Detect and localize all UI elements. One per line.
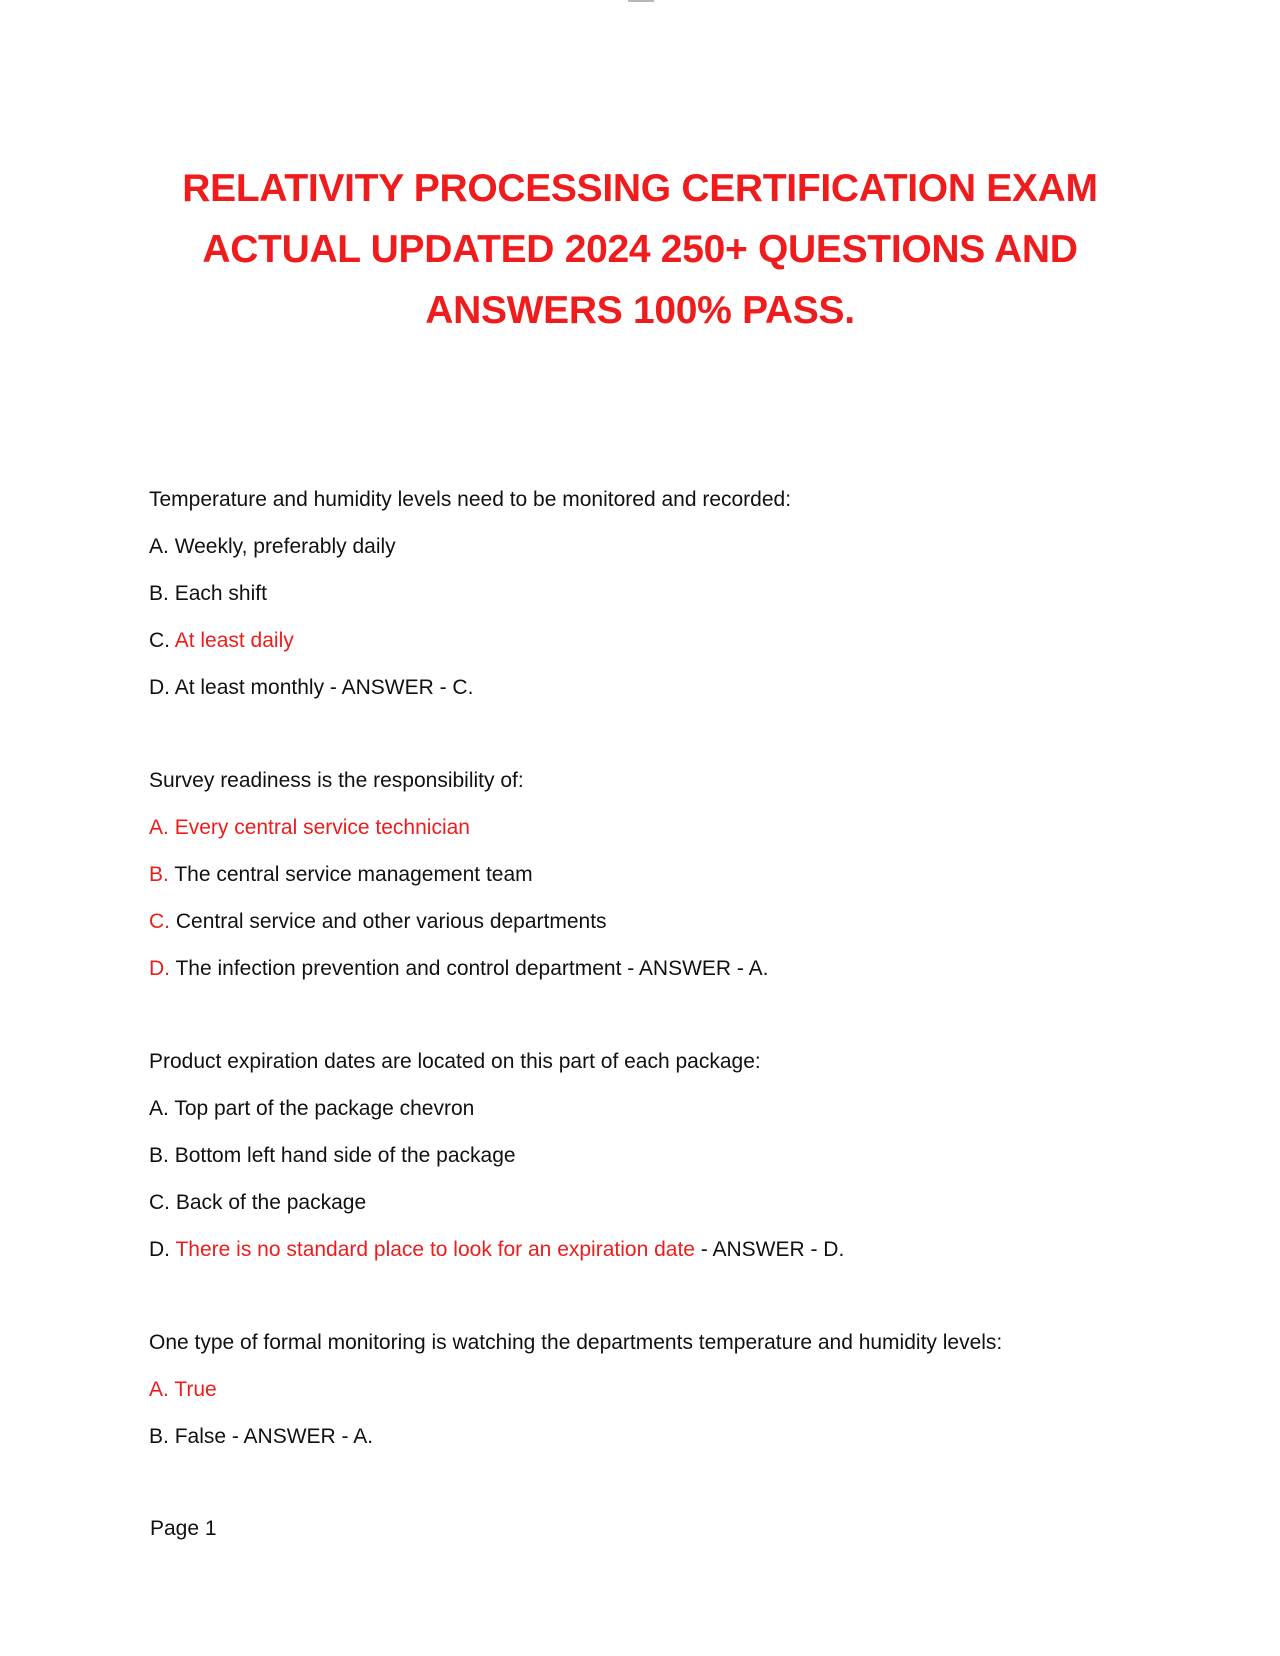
option-letter: D. [149, 676, 170, 699]
question-prompt: Temperature and humidity levels need to be monitored and recorded: [149, 488, 792, 511]
question-block [149, 757, 1149, 992]
page-number: Page 1 [150, 1517, 217, 1540]
question-block [149, 1319, 1149, 1460]
answer-option-correct [149, 1226, 1149, 1273]
option-text: Back of the package [175, 1191, 367, 1214]
option-text-highlighted: At least daily [174, 629, 294, 652]
answer-option-correct [149, 617, 1149, 664]
question-block [149, 476, 1149, 711]
answer-option [149, 945, 1149, 992]
option-text-highlighted: There is no standard place to look for an expiration date [175, 1238, 695, 1261]
option-text: Weekly, preferably daily [174, 535, 396, 558]
option-letter: C. [149, 1191, 170, 1214]
question-prompt: Survey readiness is the responsibility of: [149, 769, 524, 792]
option-text-highlighted: Every central service technician [174, 816, 470, 839]
option-text: The infection prevention and control department [175, 957, 622, 980]
answer-option [149, 664, 1149, 711]
answer-key: - ANSWER - A. [226, 1425, 374, 1448]
option-letter: B. [149, 582, 169, 605]
option-text: Central service and other various departments [175, 910, 607, 933]
option-text: Each shift [174, 582, 267, 605]
option-letter: D. [149, 1238, 170, 1261]
option-letter-highlighted: C. [149, 910, 170, 933]
answer-option [149, 523, 1149, 570]
question-prompt: Product expiration dates are located on this part of each package: [149, 1050, 761, 1073]
option-letter-highlighted: A. [149, 1378, 169, 1401]
option-letter-highlighted: B. [149, 863, 169, 886]
title-line: RELATIVITY PROCESSING CERTIFICATION EXAM [182, 167, 1098, 210]
option-letter: C. [149, 629, 170, 652]
answer-option-correct [149, 804, 1149, 851]
header-divider-mark [628, 0, 654, 2]
option-text: Bottom left hand side of the package [174, 1144, 516, 1167]
option-letter: B. [149, 1144, 169, 1167]
answer-option-correct [149, 1366, 1149, 1413]
option-letter-highlighted: A. [149, 816, 169, 839]
answer-option [149, 898, 1149, 945]
title-line: ACTUAL UPDATED 2024 250+ QUESTIONS AND [202, 228, 1078, 271]
answer-key: - ANSWER - D. [694, 1238, 845, 1261]
option-letter: A. [149, 535, 169, 558]
question-prompt: One type of formal monitoring is watching the departments temperature and humidity levels: [149, 1331, 1003, 1354]
answer-option [149, 1413, 1149, 1460]
answer-key: - ANSWER - A. [621, 957, 769, 980]
answer-option [149, 570, 1149, 617]
option-letter-highlighted: D. [149, 957, 170, 980]
answer-option [149, 1132, 1149, 1179]
title-line: ANSWERS 100% PASS. [425, 289, 855, 332]
option-text: False [174, 1425, 227, 1448]
answer-option [149, 1179, 1149, 1226]
option-letter: B. [149, 1425, 169, 1448]
document-title [150, 158, 1130, 341]
option-text: Top part of the package chevron [174, 1097, 475, 1120]
option-text: At least monthly [174, 676, 325, 699]
answer-option [149, 1085, 1149, 1132]
option-text-highlighted: True [174, 1378, 217, 1401]
answer-option [149, 851, 1149, 898]
answer-key: - ANSWER - C. [324, 676, 474, 699]
option-text: The central service management team [174, 863, 533, 886]
question-block [149, 1038, 1149, 1273]
option-letter: A. [149, 1097, 169, 1120]
question-list [149, 476, 1149, 1506]
